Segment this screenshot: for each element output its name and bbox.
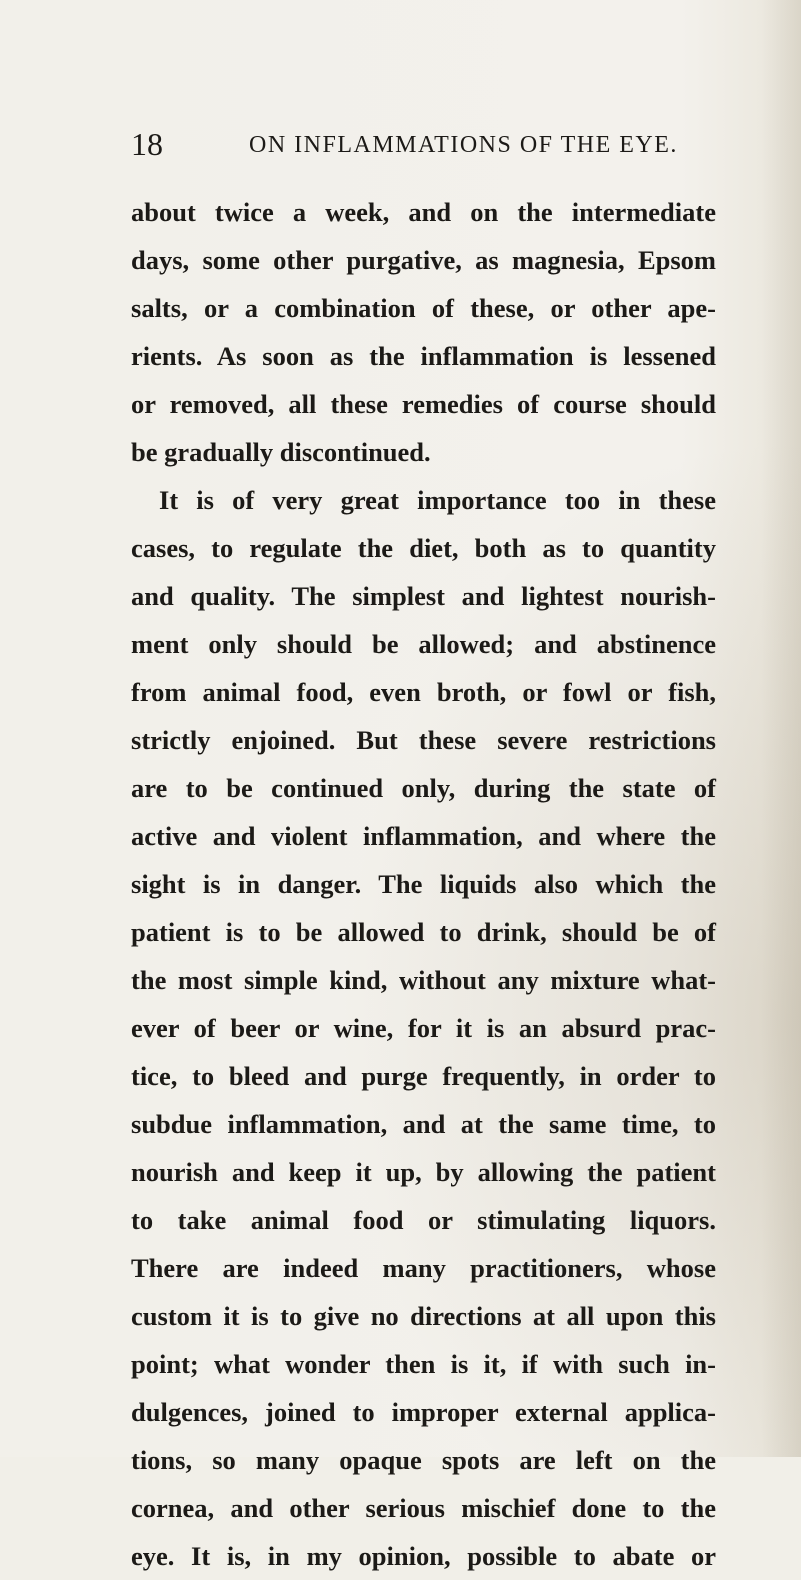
body-text: [131, 188, 716, 1580]
text-line: There are indeed many practitioners, whose: [131, 1253, 716, 1283]
text-line: and quality. The simplest and lightest nourish-: [131, 581, 716, 611]
text-line: be gradually discontinued.: [131, 437, 431, 467]
text-line: ever of beer or wine, for it is an absurd prac-: [131, 1013, 716, 1043]
text-line: strictly enjoined. But these severe restrictions: [131, 725, 716, 755]
text-line: active and violent inflammation, and where the: [131, 821, 716, 851]
text-line: days, some other purgative, as magnesia, Epsom: [131, 245, 716, 275]
text-line: salts, or a combination of these, or other ape-: [131, 293, 716, 323]
text-line: It is of very great importance too in these: [159, 485, 716, 515]
text-line: from animal food, even broth, or fowl or fish,: [131, 677, 716, 707]
text-line: tice, to bleed and purge frequently, in order to: [131, 1061, 716, 1091]
text-line: custom it is to give no directions at all upon this: [131, 1301, 716, 1331]
text-line: are to be continued only, during the state of: [131, 773, 716, 803]
text-line: cornea, and other serious mischief done to the: [131, 1493, 716, 1523]
text-line: to take animal food or stimulating liquors.: [131, 1205, 716, 1235]
text-line: cases, to regulate the diet, both as to quantity: [131, 533, 716, 563]
text-line: rients. As soon as the inflammation is lessened: [131, 341, 716, 371]
text-line: subdue inflammation, and at the same time, to: [131, 1109, 716, 1139]
text-line: tions, so many opaque spots are left on the: [131, 1445, 716, 1475]
text-line: about twice a week, and on the intermediate: [131, 197, 716, 227]
text-line: patient is to be allowed to drink, should be of: [131, 917, 716, 947]
text-line: point; what wonder then is it, if with such in-: [131, 1349, 716, 1379]
text-line: sight is in danger. The liquids also which the: [131, 869, 716, 899]
text-line: nourish and keep it up, by allowing the patient: [131, 1157, 716, 1187]
text-line: ment only should be allowed; and abstinence: [131, 629, 716, 659]
text-line: the most simple kind, without any mixture what-: [131, 965, 716, 995]
running-head: [131, 126, 731, 166]
text-line: eye. It is, in my opinion, possible to abate or: [131, 1541, 716, 1571]
page-number: 18: [131, 126, 163, 162]
text-line: dulgences, joined to improper external applica-: [131, 1397, 716, 1427]
running-title: ON INFLAMMATIONS OF THE EYE.: [249, 132, 678, 158]
text-line: or removed, all these remedies of course should: [131, 389, 716, 419]
page-edge-shadow: [761, 0, 801, 1457]
